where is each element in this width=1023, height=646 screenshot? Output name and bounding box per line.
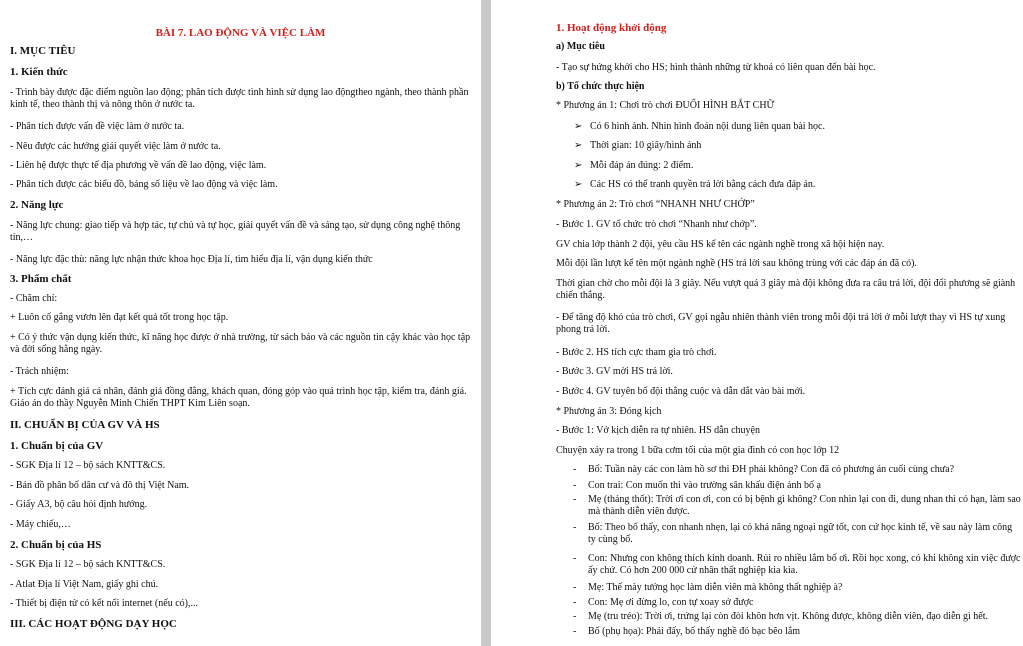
step-1-detail-a: GV chia lớp thành 2 đội, yêu cầu HS kể tên các ngành nghề trong xã hội hiện nay. (556, 239, 885, 250)
paragraph-knowledge-2: - Phân tích được vấn đề việc làm ở nước ta. (10, 121, 185, 132)
heading-preparation: II. CHUẨN BỊ CỦA GV VÀ HS (10, 419, 160, 431)
paragraph-teacher-2: - Bản đồ phân bố dân cư và đô thị Việt Nam. (10, 480, 190, 491)
heading-objectives: I. MỤC TIÊU (10, 45, 76, 57)
option-1-title: * Phương án 1: Chơi trò chơi ĐUỔI HÌNH BẮT CHỮ (556, 100, 775, 111)
dialogue-dash: - (573, 582, 577, 593)
paragraph-student-3: - Thiết bị điện tử có kết nối internet (nếu có),... (10, 598, 198, 609)
dialogue-dash: - (573, 480, 577, 491)
heading-warmup: 1. Hoạt động khởi động (556, 22, 667, 34)
dialogue-line: Mẹ (tru tréo): Trời ơi, trứng lại còn đòi khôn hơn vịt. Không được, không diễn viên, đạo diễn gì hết. (588, 611, 988, 622)
option-3-context: Chuyện xảy ra trong 1 bữa cơm tối của một gia đình có con học lớp 12 (556, 445, 840, 456)
option-1-item-text: Các HS có thể tranh quyền trả lời bằng cách đưa đáp án. (590, 179, 816, 190)
paragraph-competence-2: - Năng lực đặc thù: năng lực nhận thức khoa học Địa lí, tìm hiểu địa lí, vận dụng kiến thức (10, 254, 373, 265)
paragraph-qualities-5: + Tích cực đánh giá cá nhân, đánh giá đồng đẳng, khách quan, đóng góp vào quá trình học tập, kiểm tra, đánh giá. Giáo án do thầy Nguyễn Minh Chiến THPT Kim Liên soạn. (10, 386, 467, 409)
arrow-bullet-icon: ➢ (574, 140, 583, 151)
dialogue-line: Mẹ (thảng thốt): Trời ơi con ơi, con có bị bệnh gì không? Con nhìn lại con đi, dung nhan thì có hạn, làm sao mà thành diễn viên được. (588, 494, 1021, 517)
dialogue-line: Con trai: Con muốn thi vào trường sân khấu điện ảnh bố ạ (588, 480, 821, 491)
paragraph-knowledge-4: - Liên hệ được thực tế địa phương về vấn đề lao động, việc làm. (10, 160, 267, 171)
step-4: - Bước 4. GV tuyên bố đội thắng cuộc và dẫn dắt vào bài mới. (556, 386, 806, 397)
dialogue-line: Bố (phụ họa): Phải đấy, bố thấy nghề đó bạc bẽo lắm (588, 626, 801, 637)
document-page-right: 1. Hoạt động khởi động a) Mục tiêu - Tạo sự hứng khởi cho HS; hình thành những từ khoá có liên quan đến bài học. b) Tổ chức thực hiện * Phương án 1: Chơi trò chơi ĐUỔI HÌNH BẮT CHỮ ➢ Có 6 hình ảnh. Nhìn hình đoán nội dung liên quan bài học. ➢ Thời gian: 10 giây/hình ảnh ➢ Mỗi đáp án đúng: 2 điểm. ➢ Các HS có thể tranh quyền trả lời bằng cách đưa đáp án. * Phương án 2: Trò chơi “NHANH NHƯ CHỚP” - Bước 1. GV tổ chức trò chơi “Nhanh như chớp”. GV chia lớp thành 2 đội, yêu cầu HS kể tên các ngành nghề trong xã hội hiện nay. Mỗi đội lần lượt kể tên một ngành nghề (HS trả lời sau không trùng với các đáp án đã có). Thời gian chờ cho mỗi đội là 3 giây. Nếu vượt quá 3 giây mà đội không đưa ra câu trả lời, đội đối phương sẽ giành chiến thắng. - Để tăng độ khó của trò chơi, GV gọi ngẫu nhiên thành viên trong mỗi đội trả lời ở mỗi lượt thay vì HS tự xung phong trả lời. - Bước 2. HS tích cực tham gia trò chơi. - Bước 3. GV mời HS trả lời. - Bước 4. GV tuyên bố đội thắng cuộc và dẫn dắt vào bài mới. * Phương án 3: Đóng kịch - Bước 1: Vở kịch diễn ra tự nhiên. HS dẫn chuyện Chuyện xảy ra trong 1 bữa cơm tối của một gia đình có con học lớp 12 - Bố: Tuần này các con làm hồ sơ thi ĐH phải không? Con đã có phương án cuối cùng chưa? - Con trai: Con muốn thi vào trường sân khấu điện ảnh bố ạ - Mẹ (thảng thốt): Trời ơi con ơi, con có bị bệnh gì không? Con nhìn lại con đi, dung nhan thì có hạn, làm sao mà thành diễn viên được. - Bố: Theo bố thấy, con nhanh nhẹn, lại có khả năng ngoại ngữ tốt, con cứ học kinh tế, về sau này làm công ty cùng bố. - Con: Nhưng con không thích kinh doanh. Rủi ro nhiều lắm bố ơi. Rồi học xong, có khi không xin việc được ấy chứ. Có hơn 200 000 cử nhân thất nghiệp kia kìa. - Mẹ: Thế mày tưởng học làm diễn viên mà không thất nghiệp à? - Con: Mẹ ơi đừng lo, con tự xoay sở được - Mẹ (tru tréo): Trời ơi, trứng lại còn đòi khôn hơn vịt. Không được, không diễn viên, đạo diễn gì hết. - Bố (phụ họa): Phải đấy, bố thấy nghề đó bạc bẽo lắm (491, 0, 1023, 646)
paragraph-teacher-3: - Giấy A3, bộ câu hỏi định hướng. (10, 499, 148, 510)
dialogue-line: Con: Mẹ ơi đừng lo, con tự xoay sở được (588, 597, 754, 608)
heading-teacher-prep: 1. Chuẩn bị của GV (10, 440, 104, 452)
lesson-title: BÀI 7. LAO ĐỘNG VÀ VIỆC LÀM (155, 27, 326, 39)
paragraph-qualities-1: - Chăm chỉ: (10, 293, 58, 304)
step-1-detail-b: Mỗi đội lần lượt kể tên một ngành nghề (HS trả lời sau không trùng với các đáp án đã có). (556, 258, 917, 269)
dialogue-dash: - (573, 494, 577, 505)
step-3: - Bước 3. GV mời HS trả lời. (556, 366, 673, 377)
dialogue-dash: - (573, 553, 577, 564)
option-3-step-1: - Bước 1: Vở kịch diễn ra tự nhiên. HS dẫn chuyện (556, 425, 760, 436)
dialogue-line: Bố: Theo bố thấy, con nhanh nhẹn, lại có khả năng ngoại ngữ tốt, con cứ học kinh tế, về sau này làm công ty cùng bố. (588, 522, 1013, 545)
paragraph-student-2: - Atlat Địa lí Việt Nam, giấy ghi chú. (10, 579, 159, 590)
heading-competence: 2. Năng lực (10, 199, 64, 211)
dialogue-line: Mẹ: Thế mày tưởng học làm diễn viên mà không thất nghiệp à? (588, 582, 843, 593)
heading-goal: a) Mục tiêu (556, 41, 605, 52)
dialogue-dash: - (573, 626, 577, 637)
paragraph-qualities-3: + Có ý thức vận dụng kiến thức, kĩ năng học được ở nhà trường, từ sách báo và các nguồn tin cậy khác vào học tập và đời sống hằng ngày. (10, 332, 471, 355)
paragraph-knowledge-1: - Trình bày được đặc điểm nguồn lao động; phân tích được tình hình sử dụng lao độngtheo ngành, theo thành phần kinh tế, theo thành thị và nông thôn ở nước ta. (10, 87, 469, 110)
option-2-title: * Phương án 2: Trò chơi “NHANH NHƯ CHỚP” (556, 199, 755, 210)
paragraph-competence-1: - Năng lực chung: giao tiếp và hợp tác, tự chủ và tự học, giải quyết vấn đề và sáng tạo, sử dụng công nghệ thông tin,… (10, 220, 461, 243)
step-1-detail-d: - Để tăng độ khó của trò chơi, GV gọi ngẫu nhiên thành viên trong mỗi đội trả lời ở mỗi lượt thay vì HS tự xung phong trả lời. (556, 312, 1006, 335)
option-1-item (574, 160, 693, 172)
paragraph-goal: - Tạo sự hứng khởi cho HS; hình thành những từ khoá có liên quan đến bài học. (556, 62, 876, 73)
paragraph-knowledge-5: - Phân tích được các biểu đồ, bảng số liệu về lao động và việc làm. (10, 179, 278, 190)
heading-organize: b) Tổ chức thực hiện (556, 81, 645, 92)
option-1-item (574, 140, 701, 152)
arrow-bullet-icon: ➢ (574, 160, 583, 171)
paragraph-student-1: - SGK Địa lí 12 – bộ sách KNTT&CS. (10, 559, 166, 570)
option-1-item-text: Có 6 hình ảnh. Nhìn hình đoán nội dung liên quan bài học. (590, 121, 825, 132)
paragraph-knowledge-3: - Nêu được các hướng giải quyết việc làm ở nước ta. (10, 141, 221, 152)
option-1-item (574, 179, 815, 191)
dialogue-dash: - (573, 522, 577, 533)
arrow-bullet-icon: ➢ (574, 121, 583, 132)
heading-knowledge: 1. Kiến thức (10, 66, 68, 78)
dialogue-line: Bố: Tuần này các con làm hồ sơ thi ĐH phải không? Con đã có phương án cuối cùng chưa? (588, 464, 955, 475)
arrow-bullet-icon: ➢ (574, 179, 583, 190)
dialogue-dash: - (573, 611, 577, 622)
dialogue-line: Con: Nhưng con không thích kinh doanh. Rủi ro nhiều lắm bố ơi. Rồi học xong, có khi không xin việc được ấy chứ. Có hơn 200 000 cử nhân thất nghiệp kia kìa. (588, 553, 1021, 576)
option-1-item (574, 121, 825, 133)
paragraph-teacher-4: - Máy chiếu,… (10, 519, 71, 530)
step-1: - Bước 1. GV tổ chức trò chơi “Nhanh như chớp”. (556, 219, 757, 230)
option-1-item-text: Thời gian: 10 giây/hình ảnh (590, 140, 702, 151)
step-2: - Bước 2. HS tích cực tham gia trò chơi. (556, 347, 717, 358)
heading-qualities: 3. Phẩm chất (10, 273, 72, 285)
paragraph-qualities-4: - Trách nhiệm: (10, 366, 69, 377)
paragraph-qualities-2: + Luôn cố gắng vươn lên đạt kết quả tốt trong học tập. (10, 312, 229, 323)
option-3-title: * Phương án 3: Đóng kịch (556, 406, 662, 417)
heading-student-prep: 2. Chuẩn bị của HS (10, 539, 102, 551)
document-page-left (0, 0, 481, 646)
dialogue-dash: - (573, 597, 577, 608)
step-1-detail-c: Thời gian chờ cho mỗi đội là 3 giây. Nếu vượt quá 3 giây mà đội không đưa ra câu trả lời, đội đối phương sẽ giành chiến thắng. (556, 278, 1016, 301)
option-1-item-text: Mỗi đáp án đúng: 2 điểm. (590, 160, 694, 171)
heading-activities: III. CÁC HOẠT ĐỘNG DẠY HỌC (10, 618, 177, 630)
paragraph-teacher-1: - SGK Địa lí 12 – bộ sách KNTT&CS. (10, 460, 166, 471)
